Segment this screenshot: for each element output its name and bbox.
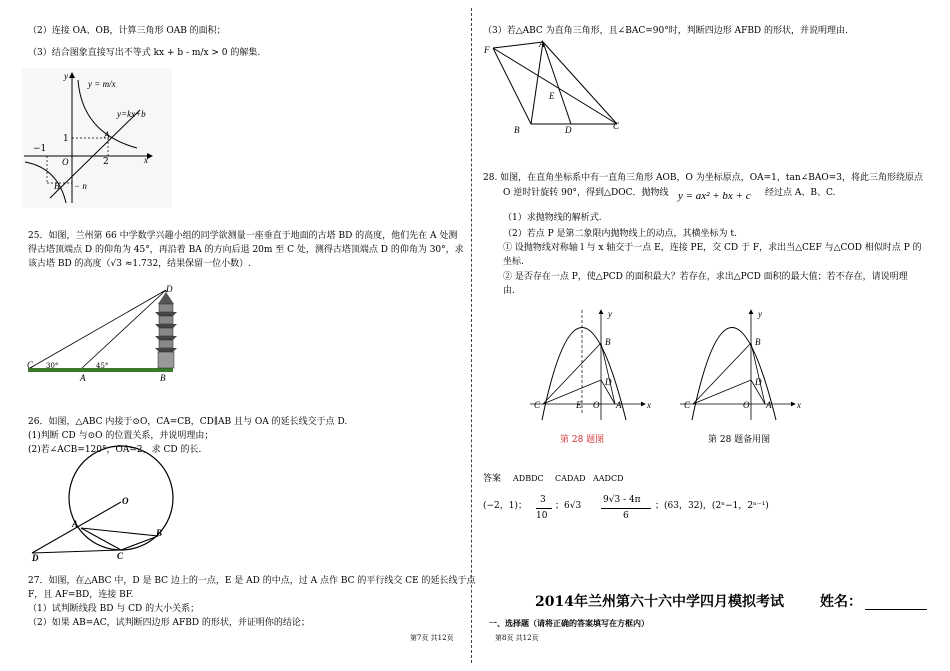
q26-line2: (1)判断 CD 与⊙O 的位置关系，并说明理由； bbox=[28, 431, 214, 441]
answers-group-2: CADAD bbox=[555, 474, 586, 483]
answer-c: ；(63，32)，(2ⁿ−1，2ⁿ⁻¹) bbox=[655, 501, 769, 511]
answer-frac1-num: 3 bbox=[540, 495, 546, 505]
q25-line1: 25．如图，兰州第 66 中学数学兴趣小组的同学欲测量一座垂直于地面的古塔 BD 的高度，他们先在 A 处测 bbox=[28, 231, 458, 241]
fig28-caption: 第 28 题图 bbox=[560, 435, 605, 445]
answer-frac1-den: 10 bbox=[536, 511, 548, 521]
answer-frac2-num: 9√3 - 4π bbox=[603, 495, 641, 505]
q24-tick-1: 1 bbox=[63, 134, 69, 144]
tower-point-b: B bbox=[160, 373, 166, 383]
fig28-spare-o: O bbox=[743, 400, 750, 410]
quad-point-b: B bbox=[514, 125, 520, 135]
q24-point-b: B bbox=[54, 181, 60, 191]
q27-part3: （3）若△ABC 为直角三角形，且∠BAC=90°时，判断四边形 AFBD 的形状，并说明理由. bbox=[483, 26, 848, 36]
answers-group-1: ADBDC bbox=[513, 474, 544, 483]
answer-frac2-bar bbox=[601, 508, 651, 509]
q24-tick-neg1: −1 bbox=[33, 144, 47, 154]
fig28-c: C bbox=[534, 400, 541, 410]
circle-point-d: D bbox=[32, 553, 39, 563]
fig28-x: x bbox=[647, 400, 651, 410]
quadrilateral-figure bbox=[487, 38, 647, 138]
fig28-o: O bbox=[593, 400, 600, 410]
exam-name-label: 姓名： bbox=[820, 594, 862, 610]
answer-frac2-den: 6 bbox=[623, 511, 629, 521]
answer-frac1-bar bbox=[536, 508, 552, 509]
q24-y-axis-label: y bbox=[64, 71, 68, 81]
quad-point-a: A bbox=[539, 39, 545, 49]
fig28-spare-x: x bbox=[797, 400, 801, 410]
name-blank-line[interactable] bbox=[865, 609, 927, 610]
tower-point-c: C bbox=[27, 360, 34, 370]
q24-point-a: A bbox=[104, 130, 110, 140]
circle-point-c: C bbox=[117, 551, 124, 561]
q24-curve-label: y = m/x bbox=[88, 79, 116, 89]
fig28-spare-y: y bbox=[758, 309, 762, 319]
section1-heading: 一、选择题（请将正确的答案填写在方框内） bbox=[489, 619, 649, 628]
answer-a: (−2，1)； bbox=[483, 501, 528, 511]
q28-formula: y = ax² + bx + c bbox=[678, 190, 751, 202]
fig28-spare-caption: 第 28 题备用图 bbox=[708, 435, 771, 445]
q24-origin: O bbox=[62, 157, 69, 167]
q28-part2b-line2: 由. bbox=[503, 286, 515, 296]
exam-title: 2014年兰州第六十六中学四月模拟考试 bbox=[535, 594, 784, 610]
q28-line2a: O 逆时针旋转 90°，得到△DOC．抛物线 bbox=[503, 188, 669, 198]
right-page bbox=[475, 0, 950, 671]
q27-line1: 27．如图，在△ABC 中，D 是 BC 边上的一点，E 是 AD 的中点，过 A 点作 BC 的平行线交 CE 的延长线于点 bbox=[28, 576, 476, 586]
fig28-spare-b: B bbox=[755, 337, 761, 347]
fig28-d: D bbox=[605, 377, 612, 387]
answers-label: 答案 bbox=[483, 474, 502, 484]
q24-part3: （3）结合图象直接写出不等式 kx + b - m/x > 0 的解集. bbox=[28, 48, 261, 58]
tower-angle-30: 30° bbox=[46, 362, 59, 370]
tower-point-a: A bbox=[80, 373, 86, 383]
q28-part2: （2）若点 P 是第二象限内抛物线上的动点，其横坐标为 t. bbox=[503, 229, 737, 239]
q28-part2a-line1: ① 设抛物线对称轴 l 与 x 轴交于一点 E，连接 PE，交 CD 于 F，求出当△CEF 与△COD 相似时点 P 的 bbox=[503, 243, 922, 253]
fig28-a: A bbox=[616, 400, 622, 410]
quad-point-d: D bbox=[565, 125, 572, 135]
q25-line3: 该古塔 BD 的高度（√3 ≈1.732，结果保留一位小数）. bbox=[28, 259, 252, 269]
right-page-footer: 第8页 共12页 bbox=[495, 634, 539, 642]
q24-tick-2: 2 bbox=[103, 157, 109, 167]
circle-point-b: B bbox=[156, 528, 163, 538]
answers-group-3: AADCD bbox=[593, 474, 624, 483]
q28-line2b: 经过点 A、B、C. bbox=[765, 188, 836, 198]
circle-figure bbox=[26, 458, 196, 568]
q28-part2b-line1: ② 是否存在一点 P，使△PCD 的面积最大？若存在，求出△PCD 面积的最大值；若不存在，请说明理 bbox=[503, 272, 908, 282]
q24-tick-neg-n: − n bbox=[74, 181, 87, 191]
q24-x-axis-label: x bbox=[144, 155, 148, 165]
q26-line1: 26．如图，△ABC 内接于⊙O，CA=CB，CD∥AB 且与 OA 的延长线交于点 D. bbox=[28, 417, 348, 427]
q28-part1: （1）求抛物线的解析式. bbox=[503, 213, 602, 223]
left-page-footer: 第7页 共12页 bbox=[410, 634, 454, 642]
fig28-e: E bbox=[576, 400, 582, 410]
circle-point-o: O bbox=[122, 496, 129, 506]
fig28-y: y bbox=[608, 309, 612, 319]
tower-point-d: D bbox=[166, 284, 173, 294]
q24-line-label: y=kx+b bbox=[117, 109, 146, 119]
tower-angle-45: 45° bbox=[96, 362, 109, 370]
q27-line2: F，且 AF=BD，连接 BF. bbox=[28, 590, 134, 600]
quad-point-c: C bbox=[613, 121, 620, 131]
q27-line3: （1）试判断线段 BD 与 CD 的大小关系； bbox=[28, 604, 200, 614]
quad-point-e: E bbox=[549, 91, 555, 101]
quad-point-f: F bbox=[484, 45, 490, 55]
circle-point-a: A bbox=[72, 519, 79, 529]
answer-b: ；6√3 bbox=[555, 501, 582, 511]
q27-line4: （2）如果 AB=AC，试判断四边形 AFBD 的形状，并证明你的结论； bbox=[28, 618, 310, 628]
fig28-spare-a: A bbox=[766, 400, 772, 410]
q26-line3: (2)若∠ACB=120°，OA=2，求 CD 的长. bbox=[28, 445, 202, 455]
fig28-spare-c: C bbox=[684, 400, 691, 410]
q28-line1: 28. 如图，在直角坐标系中有一直角三角形 AOB，O 为坐标原点，OA=1，tan∠BAO=3，将此三角形绕原点 bbox=[483, 173, 923, 183]
fig28-spare-d: D bbox=[755, 377, 762, 387]
page-divider bbox=[471, 8, 472, 663]
pagoda-icon bbox=[155, 292, 177, 368]
fig28-b: B bbox=[605, 337, 611, 347]
q25-line2: 得古塔顶端点 D 的仰角为 45°，再沿着 BA 的方向后退 20m 至 C 处，测得古塔顶端点 D 的仰角为 30°，求 bbox=[28, 245, 464, 255]
q24-part2: （2）连接 OA、OB，计算三角形 OAB 的面积； bbox=[28, 26, 226, 36]
q28-part2a-line2: 坐标. bbox=[503, 257, 524, 267]
